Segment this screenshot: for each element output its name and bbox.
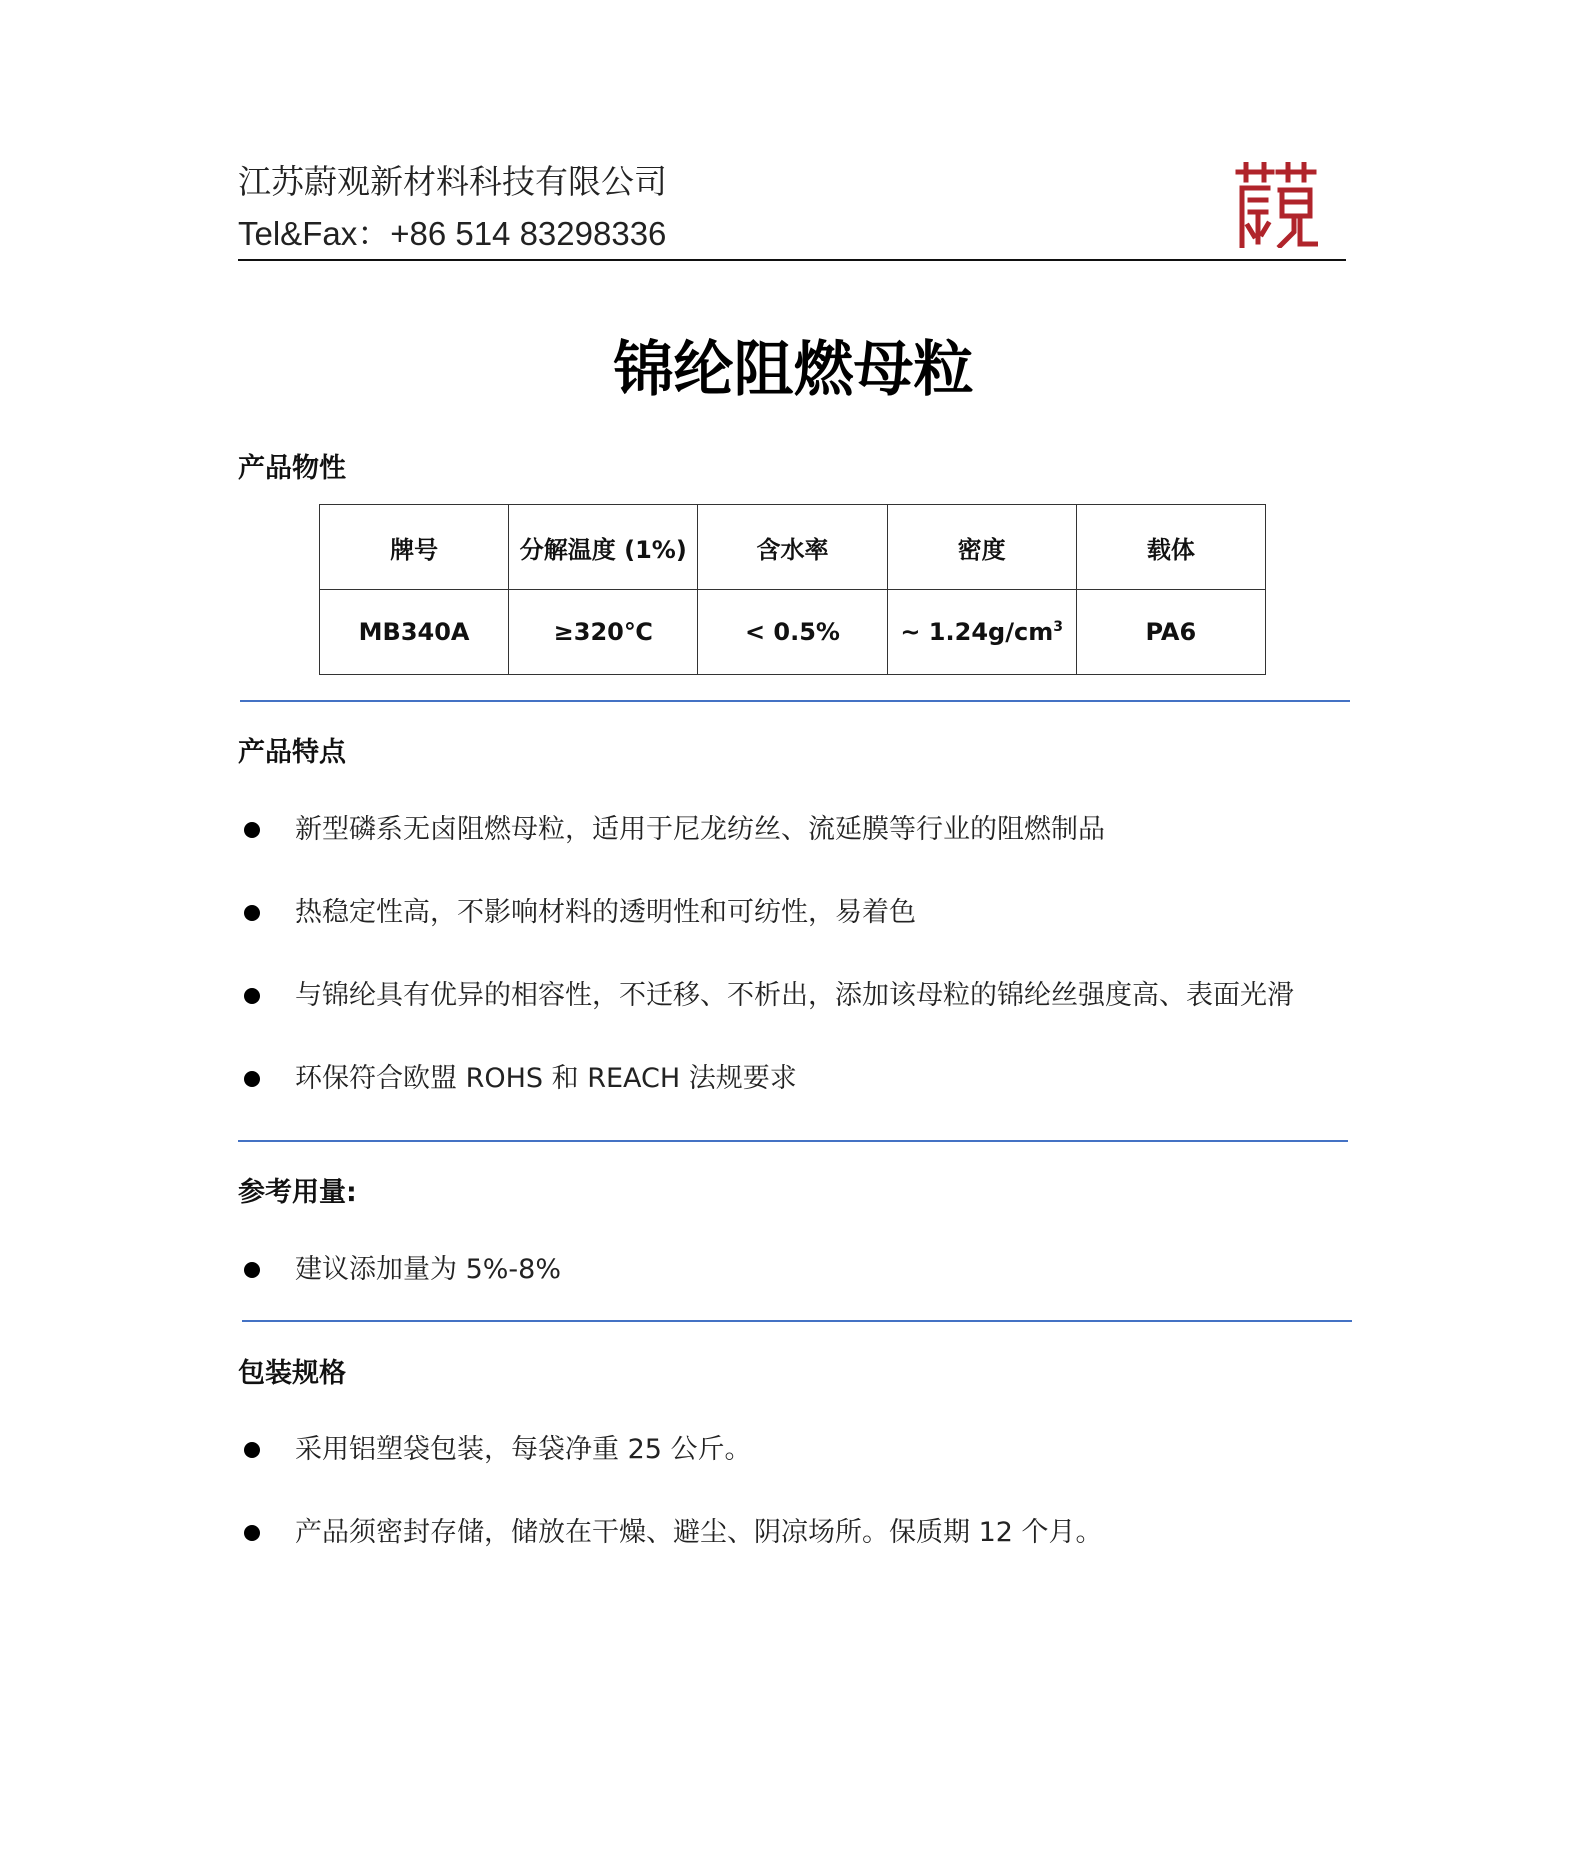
list-item: 建议添加量为 5%-8% [238,1250,1348,1290]
header-divider [238,259,1346,261]
list-item: 新型磷系无卤阻燃母粒，适用于尼龙纺丝、流延膜等行业的阻燃制品 [238,810,1348,850]
bullet-icon [244,1525,260,1541]
properties-table [319,504,1266,675]
list-item: 热稳定性高，不影响材料的透明性和可纺性，易着色 [238,893,1348,933]
company-name: 江苏蔚观新材料科技有限公司 [238,162,667,201]
table-header-cell: 分解温度 (1%) [509,505,698,590]
table-header-cell: 牌号 [320,505,509,590]
table-header-cell: 密度 [887,505,1076,590]
density-cell [887,590,1076,675]
bullet-icon [244,988,260,1004]
section-divider [242,1320,1352,1322]
company-seal-logo [1232,162,1318,248]
density-unit-superscript: 3 [1053,619,1063,635]
features-heading: 产品特点 [238,737,346,768]
dosage-heading: 参考用量: [238,1177,357,1208]
table-row [320,590,1266,675]
list-item: 与锦纶具有优异的相容性，不迁移、不析出，添加该母粒的锦纶丝强度高、表面光滑 [238,976,1348,1016]
bullet-icon [244,1442,260,1458]
list-item: 产品须密封存储，储放在干燥、避尘、阴凉场所。保质期 12 个月。 [238,1513,1348,1553]
moisture-cell: < 0.5% [698,590,887,675]
bullet-icon [244,1262,260,1278]
carrier-cell: PA6 [1076,590,1265,675]
table-header-cell: 载体 [1076,505,1265,590]
density-value: ~ 1.24g/cm [900,618,1054,646]
properties-heading: 产品物性 [238,453,346,484]
bullet-icon [244,1071,260,1087]
tel-fax: Tel&Fax：+86 514 83298336 [238,215,667,252]
list-item: 环保符合欧盟 ROHS 和 REACH 法规要求 [238,1059,1348,1099]
list-item: 采用铝塑袋包装，每袋净重 25 公斤。 [238,1430,1348,1470]
section-divider [240,700,1350,702]
packaging-heading: 包装规格 [238,1358,346,1389]
grade-cell: MB340A [320,590,509,675]
document-title: 锦纶阻燃母粒 [613,335,974,405]
table-header-cell: 含水率 [698,505,887,590]
bullet-icon [244,905,260,921]
table-header-row [320,505,1266,590]
section-divider [238,1140,1348,1142]
decomposition-temp-cell: ≥320℃ [509,590,698,675]
bullet-icon [244,822,260,838]
